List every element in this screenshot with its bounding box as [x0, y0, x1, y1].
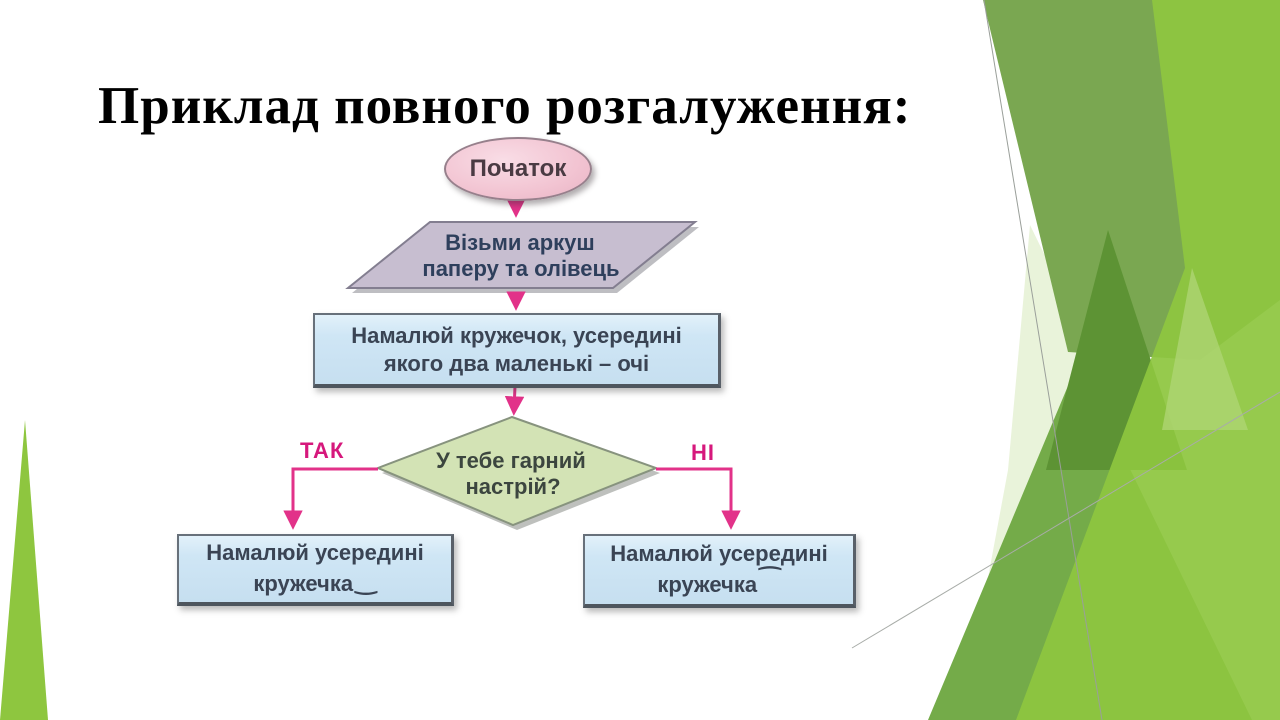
frown-curve-icon: ⁀ [759, 566, 781, 597]
page-title: Приклад повного розгалуження: [98, 76, 912, 135]
start-terminator-label: Початок [469, 155, 567, 182]
flow-arrow-yes-branch [293, 469, 378, 524]
flow-arrow-no-branch [656, 469, 731, 524]
process-rectangle [313, 313, 721, 388]
decision-diamond-text: У тебе гарний настрій? [436, 448, 586, 499]
process-rectangle-label: Намалюй кружечок, усередині якого два маленькі – очі [351, 323, 682, 376]
no-branch-label: НІ [691, 440, 715, 465]
no-action-rectangle [583, 534, 856, 608]
input-parallelogram-text: Візьми аркуш паперу та олівець [422, 230, 620, 281]
flow-arrow-process-to-decision [514, 386, 515, 410]
yes-branch-label: ТАК [300, 438, 345, 463]
start-terminator [444, 137, 592, 201]
yes-action-rectangle [177, 534, 454, 606]
no-action-label: Намалюй усередині кружечка⁀ [610, 541, 828, 597]
smile-curve-icon: ‿ [355, 565, 377, 596]
yes-action-label: Намалюй усередині кружечка‿ [206, 540, 424, 596]
